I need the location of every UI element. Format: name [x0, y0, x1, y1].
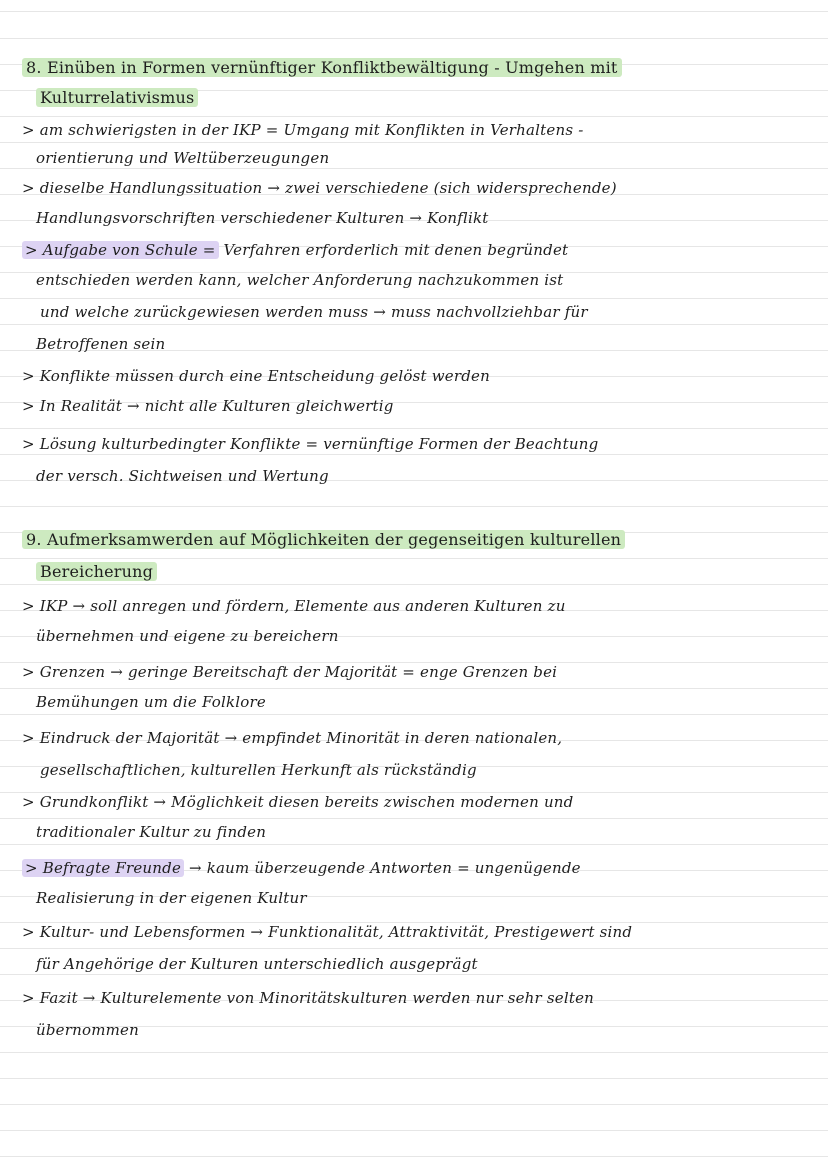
section9-heading-highlight-2: Bereicherung [36, 562, 157, 581]
s9-line-10: Realisierung in der eigenen Kultur [36, 889, 307, 907]
s9-line-9-text: → kaum überzeugende Antworten = ungenügende [189, 859, 581, 877]
s9-highlight: > Befragte Freunde [22, 859, 184, 877]
s8-line-7: und welche zurückgewiesen werden muss → muss nachvollziehbar für [40, 303, 588, 321]
s9-line-12: für Angehörige der Kulturen unterschiedlich ausgeprägt [36, 955, 478, 973]
s9-line-4: Bemühungen um die Folklore [36, 693, 266, 711]
s9-line-6: gesellschaftlichen, kulturellen Herkunft als rückständig [40, 761, 477, 779]
s9-line-1: > IKP → soll anregen und fördern, Elemente aus anderen Kulturen zu [22, 597, 566, 615]
s8-line-8: Betroffenen sein [36, 335, 166, 353]
s8-line-1: > am schwierigsten in der IKP = Umgang mit Konflikten in Verhaltens - [22, 121, 584, 139]
section9-heading-line2 [36, 562, 828, 582]
s8-line-5 [22, 240, 822, 260]
s8-line-11: > Lösung kulturbedingter Konflikte = vernünftige Formen der Beachtung [22, 435, 599, 453]
s8-line-5-text: Verfahren erforderlich mit denen begründet [223, 241, 569, 259]
s9-line-7: > Grundkonflikt → Möglichkeit diesen bereits zwischen modernen und [22, 793, 574, 811]
s8-line-2: orientierung und Weltüberzeugungen [36, 149, 330, 167]
s8-line-3: > dieselbe Handlungssituation → zwei verschiedene (sich widersprechende) [22, 179, 617, 197]
s9-line-3: > Grenzen → geringe Bereitschaft der Majorität = enge Grenzen bei [22, 663, 558, 681]
s9-line-14: übernommen [36, 1021, 139, 1039]
s8-line-6: entschieden werden kann, welcher Anforderung nachzukommen ist [36, 271, 564, 289]
s8-line-4: Handlungsvorschriften verschiedener Kulturen → Konflikt [36, 209, 489, 227]
s9-line-2: übernehmen und eigene zu bereichern [36, 627, 339, 645]
section8-heading-line1 [22, 58, 822, 78]
s8-highlight: > Aufgabe von Schule = [22, 241, 219, 259]
section8-heading-highlight-2: Kulturrelativismus [36, 88, 198, 107]
s8-line-12: der versch. Sichtweisen und Wertung [36, 467, 329, 485]
section8-heading-line2 [36, 88, 828, 108]
s9-line-8: traditionaler Kultur zu finden [36, 823, 267, 841]
section9-heading-highlight: 9. Aufmerksamwerden auf Möglichkeiten der gegenseitigen kulturellen [22, 530, 625, 549]
s9-line-13: > Fazit → Kulturelemente von Minoritätskulturen werden nur sehr selten [22, 989, 595, 1007]
s8-line-9: > Konflikte müssen durch eine Entscheidung gelöst werden [22, 367, 490, 385]
s8-line-10: > In Realität → nicht alle Kulturen gleichwertig [22, 397, 394, 415]
section9-heading-line1 [22, 530, 822, 550]
s9-line-9 [22, 858, 822, 878]
s9-line-11: > Kultur- und Lebensformen → Funktionalität, Attraktivität, Prestigewert sind [22, 923, 633, 941]
s9-line-5: > Eindruck der Majorität → empfindet Minorität in deren nationalen, [22, 729, 563, 747]
section8-heading-highlight: 8. Einüben in Formen vernünftiger Konfliktbewältigung - Umgehen mit [22, 58, 622, 77]
